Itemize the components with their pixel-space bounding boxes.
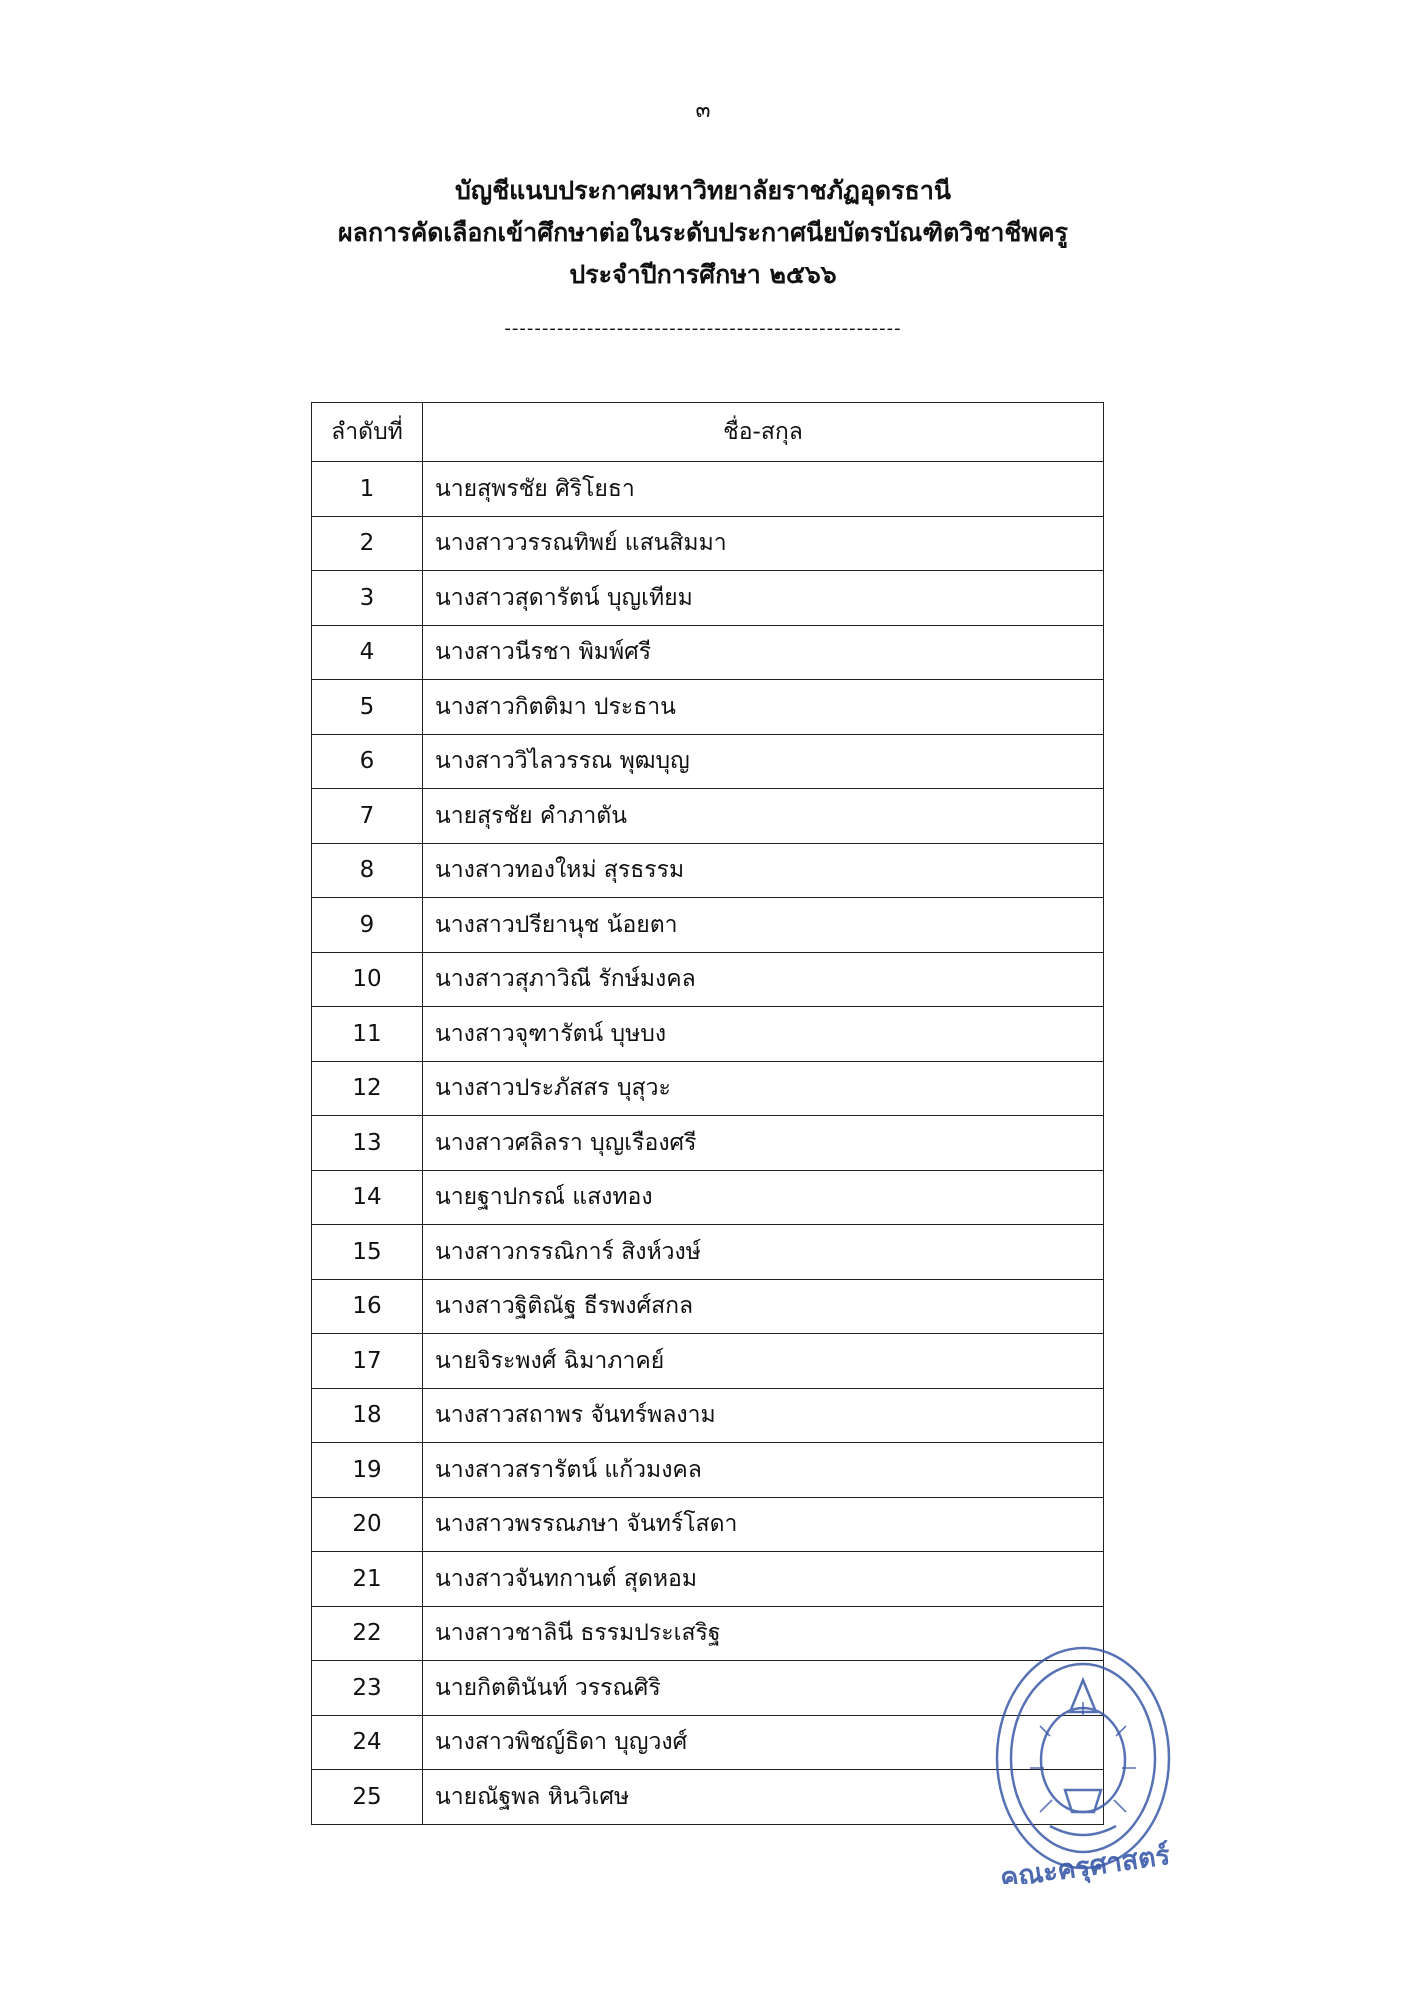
title-line-2: ผลการคัดเลือกเข้าศึกษาต่อในระดับประกาศนียบัตรบัณฑิตวิชาชีพครู (338, 218, 1068, 247)
page-number: ๓ (695, 98, 711, 123)
row-name: นางสาวกิตติมา ประธาน (423, 680, 1104, 735)
seal-graphic (990, 1640, 1176, 1884)
row-name: นายฐาปกรณ์ แสงทอง (423, 1170, 1104, 1225)
row-name: นางสาวนีรชา พิมพ์ศรี (423, 625, 1104, 680)
row-number: 20 (312, 1497, 423, 1552)
row-number: 8 (312, 843, 423, 898)
table-row (312, 680, 1104, 735)
row-name: นางสาวสุภาวิณี รักษ์มงคล (423, 952, 1104, 1007)
table-row (312, 1061, 1104, 1116)
title-line-1: บัญชีแนบประกาศมหาวิทยาลัยราชภัฏอุดรธานี (455, 176, 951, 205)
row-name: นางสาววรรณทิพย์ แสนสิมมา (423, 516, 1104, 571)
row-number: 17 (312, 1334, 423, 1389)
faculty-seal-stamp (990, 1640, 1176, 1884)
row-number: 11 (312, 1007, 423, 1062)
table-row (312, 462, 1104, 517)
row-name: นางสาวสรารัตน์ แก้วมงคล (423, 1443, 1104, 1498)
row-name: นางสาววิไลวรรณ พุฒบุญ (423, 734, 1104, 789)
table-row (312, 571, 1104, 626)
row-name: นางสาวพรรณภษา จันทร์โสดา (423, 1497, 1104, 1552)
row-name: นางสาวจุฑารัตน์ บุษบง (423, 1007, 1104, 1062)
table-row (312, 1225, 1104, 1280)
table-row (312, 1552, 1104, 1607)
row-name: นางสาวกรรณิการ์ สิงห์วงษ์ (423, 1225, 1104, 1280)
row-name: นางสาวสุดารัตน์ บุญเทียม (423, 571, 1104, 626)
table-row (312, 1279, 1104, 1334)
document-title (0, 170, 1406, 296)
table-row (312, 1606, 1104, 1661)
table-row (312, 1116, 1104, 1171)
table-row (312, 1388, 1104, 1443)
table-row (312, 843, 1104, 898)
row-number: 18 (312, 1388, 423, 1443)
row-name: นายจิระพงศ์ ฉิมาภาคย์ (423, 1334, 1104, 1389)
row-name: นางสาวพิชญ์ธิดา บุญวงศ์ (423, 1715, 1104, 1770)
row-number: 4 (312, 625, 423, 680)
row-number: 9 (312, 898, 423, 953)
row-number: 22 (312, 1606, 423, 1661)
row-number: 5 (312, 680, 423, 735)
row-number: 16 (312, 1279, 423, 1334)
row-name: นางสาวทองใหม่ สุรธรรม (423, 843, 1104, 898)
row-name: นางสาวฐิติณัฐ ธีรพงศ์สกล (423, 1279, 1104, 1334)
row-name: นางสาวชาลินี ธรรมประเสริฐ (423, 1606, 1104, 1661)
row-name: นายกิตตินันท์ วรรณศิริ (423, 1661, 1104, 1716)
row-name: นายสุพรชัย ศิริโยธา (423, 462, 1104, 517)
header-name: ชื่อ-สกุล (423, 403, 1104, 462)
table-row (312, 734, 1104, 789)
row-name: นางสาวจันทกานต์ สุดหอม (423, 1552, 1104, 1607)
row-number: 14 (312, 1170, 423, 1225)
table-row (312, 1715, 1104, 1770)
table-row (312, 1497, 1104, 1552)
row-number: 3 (312, 571, 423, 626)
title-line-3: ประจำปีการศึกษา ๒๕๖๖ (569, 260, 837, 289)
table-row (312, 1170, 1104, 1225)
table-row (312, 625, 1104, 680)
svg-text:คณะครุศาสตร์: คณะครุศาสตร์ (998, 1839, 1172, 1884)
row-number: 15 (312, 1225, 423, 1280)
table-row (312, 1007, 1104, 1062)
row-number: 1 (312, 462, 423, 517)
title-divider: ----------------------------------------------------- (504, 318, 902, 339)
row-name: นางสาวปรียานุช น้อยตา (423, 898, 1104, 953)
row-number: 2 (312, 516, 423, 571)
header-no: ลำดับที่ (312, 403, 423, 462)
row-name: นางสาวสถาพร จันทร์พลงาม (423, 1388, 1104, 1443)
row-number: 19 (312, 1443, 423, 1498)
row-name: นางสาวประภัสสร บุสุวะ (423, 1061, 1104, 1116)
table-row (312, 516, 1104, 571)
table-row (312, 789, 1104, 844)
row-number: 7 (312, 789, 423, 844)
row-number: 23 (312, 1661, 423, 1716)
table-header-row (312, 403, 1104, 462)
row-name: นางสาวศลิลรา บุญเรืองศรี (423, 1116, 1104, 1171)
row-number: 10 (312, 952, 423, 1007)
table-row (312, 1443, 1104, 1498)
row-name: นายณัฐพล หินวิเศษ (423, 1770, 1104, 1825)
row-name: นายสุรชัย คำภาตัน (423, 789, 1104, 844)
row-number: 13 (312, 1116, 423, 1171)
row-number: 24 (312, 1715, 423, 1770)
row-number: 6 (312, 734, 423, 789)
table-row (312, 1770, 1104, 1825)
row-number: 12 (312, 1061, 423, 1116)
row-number: 25 (312, 1770, 423, 1825)
table-row (312, 898, 1104, 953)
roster-table (311, 402, 1104, 1825)
table-row (312, 1661, 1104, 1716)
table-row (312, 1334, 1104, 1389)
table-row (312, 952, 1104, 1007)
row-number: 21 (312, 1552, 423, 1607)
